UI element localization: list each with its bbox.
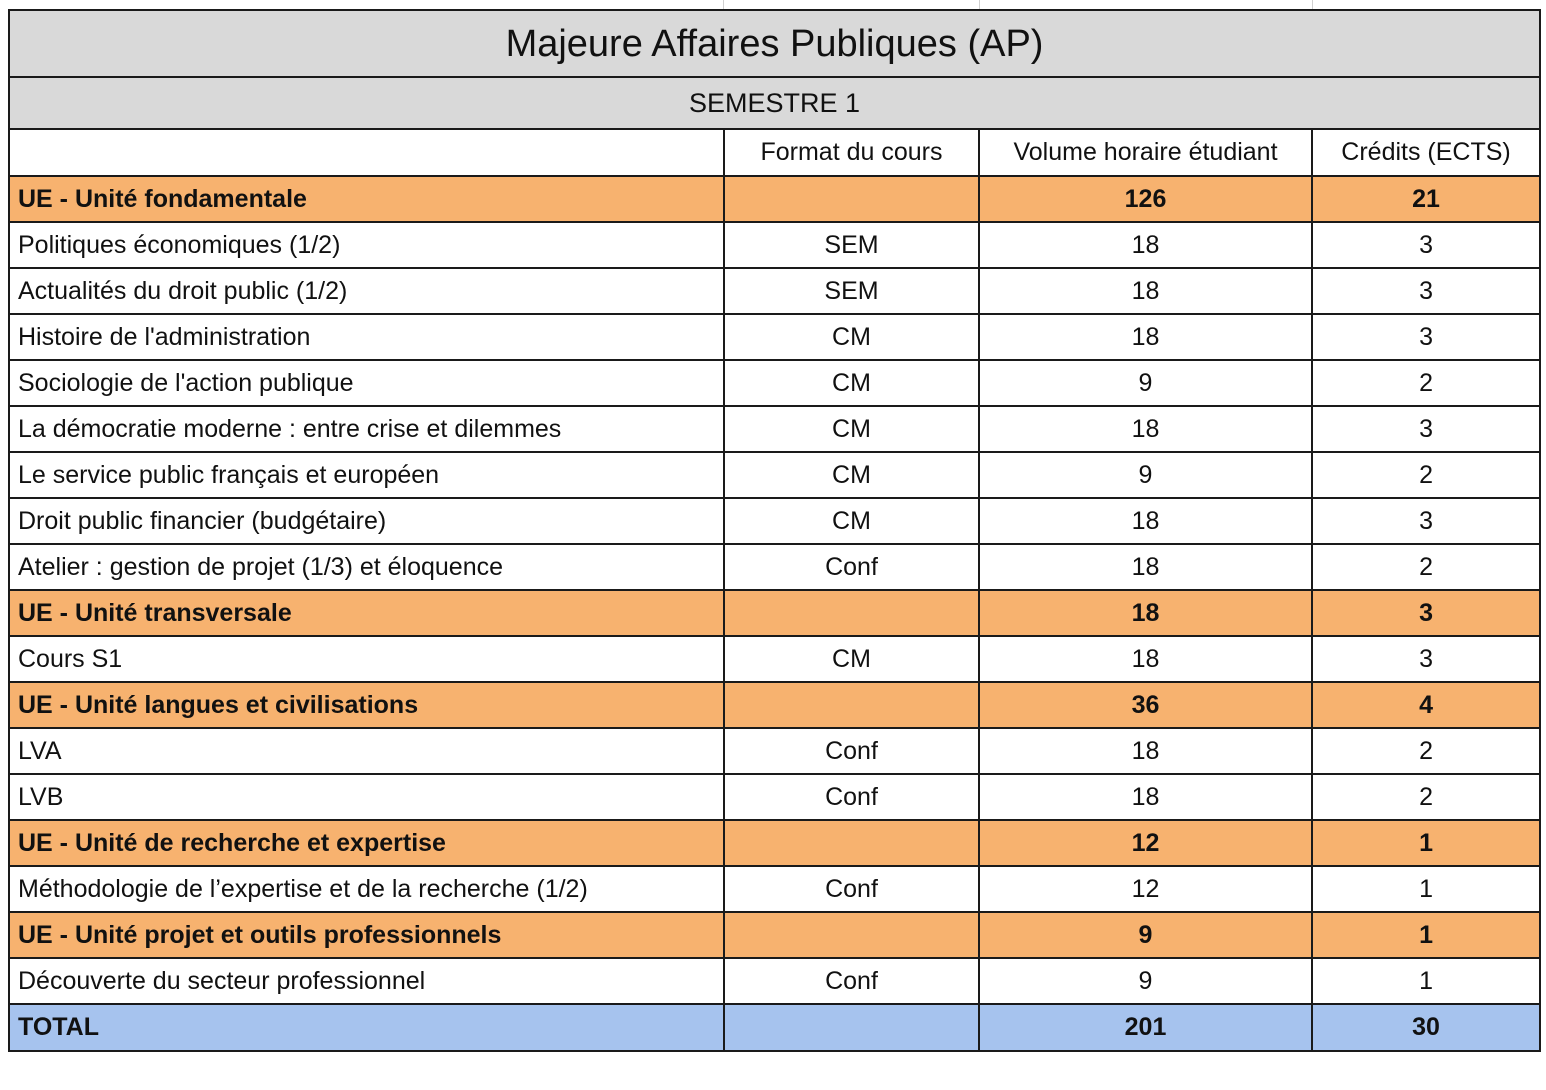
- course-credits-cell[interactable]: 1: [1312, 866, 1540, 912]
- course-name-cell[interactable]: UE - Unité fondamentale: [9, 176, 724, 222]
- course-credits-cell[interactable]: 1: [1312, 912, 1540, 958]
- course-credits-cell[interactable]: 1: [1312, 820, 1540, 866]
- course-volume-cell[interactable]: 18: [979, 590, 1312, 636]
- course-format-cell[interactable]: [724, 682, 979, 728]
- course-format-cell[interactable]: [724, 820, 979, 866]
- sheet-gridlines: [0, 0, 1546, 9]
- course-volume-cell[interactable]: 126: [979, 176, 1312, 222]
- course-row: [9, 498, 1540, 544]
- course-format-cell[interactable]: [724, 1004, 979, 1051]
- course-row: [9, 268, 1540, 314]
- column-header-row: [9, 129, 1540, 176]
- course-credits-cell[interactable]: 21: [1312, 176, 1540, 222]
- course-volume-cell[interactable]: 9: [979, 452, 1312, 498]
- course-name-cell[interactable]: Le service public français et européen: [9, 452, 724, 498]
- course-credits-cell[interactable]: 3: [1312, 314, 1540, 360]
- course-volume-cell[interactable]: 18: [979, 774, 1312, 820]
- course-format-cell[interactable]: CM: [724, 452, 979, 498]
- course-name-cell[interactable]: LVA: [9, 728, 724, 774]
- course-row: [9, 406, 1540, 452]
- course-format-cell[interactable]: CM: [724, 406, 979, 452]
- course-name-cell[interactable]: TOTAL: [9, 1004, 724, 1051]
- course-credits-cell[interactable]: 2: [1312, 774, 1540, 820]
- total-row: [9, 1004, 1540, 1051]
- course-name-cell[interactable]: Méthodologie de l’expertise et de la recherche (1/2): [9, 866, 724, 912]
- course-format-cell[interactable]: [724, 590, 979, 636]
- course-credits-cell[interactable]: 2: [1312, 360, 1540, 406]
- course-name-cell[interactable]: Droit public financier (budgétaire): [9, 498, 724, 544]
- curriculum-table: [8, 9, 1541, 1052]
- course-format-cell[interactable]: SEM: [724, 222, 979, 268]
- course-format-cell[interactable]: Conf: [724, 866, 979, 912]
- course-volume-cell[interactable]: 12: [979, 820, 1312, 866]
- ue-section-row: [9, 912, 1540, 958]
- course-row: [9, 314, 1540, 360]
- course-format-cell[interactable]: CM: [724, 636, 979, 682]
- ue-section-row: [9, 176, 1540, 222]
- course-format-cell[interactable]: [724, 912, 979, 958]
- course-format-cell[interactable]: Conf: [724, 958, 979, 1004]
- course-format-cell[interactable]: CM: [724, 360, 979, 406]
- ue-section-row: [9, 820, 1540, 866]
- ue-section-row: [9, 590, 1540, 636]
- course-format-cell[interactable]: Conf: [724, 774, 979, 820]
- course-name-cell[interactable]: Actualités du droit public (1/2): [9, 268, 724, 314]
- ue-section-row: [9, 682, 1540, 728]
- column-header-volume[interactable]: Volume horaire étudiant: [979, 129, 1312, 176]
- course-name-cell[interactable]: La démocratie moderne : entre crise et dilemmes: [9, 406, 724, 452]
- semester-row: [9, 77, 1540, 129]
- table-title[interactable]: Majeure Affaires Publiques (AP): [9, 10, 1540, 77]
- course-name-cell[interactable]: Histoire de l'administration: [9, 314, 724, 360]
- course-volume-cell[interactable]: 9: [979, 912, 1312, 958]
- course-row: [9, 544, 1540, 590]
- course-format-cell[interactable]: SEM: [724, 268, 979, 314]
- course-credits-cell[interactable]: 3: [1312, 498, 1540, 544]
- course-credits-cell[interactable]: 2: [1312, 544, 1540, 590]
- course-credits-cell[interactable]: 2: [1312, 452, 1540, 498]
- course-volume-cell[interactable]: 36: [979, 682, 1312, 728]
- course-credits-cell[interactable]: 3: [1312, 590, 1540, 636]
- course-row: [9, 222, 1540, 268]
- course-volume-cell[interactable]: 12: [979, 866, 1312, 912]
- course-credits-cell[interactable]: 30: [1312, 1004, 1540, 1051]
- course-volume-cell[interactable]: 201: [979, 1004, 1312, 1051]
- course-name-cell[interactable]: UE - Unité projet et outils professionnels: [9, 912, 724, 958]
- course-name-cell[interactable]: Cours S1: [9, 636, 724, 682]
- course-volume-cell[interactable]: 18: [979, 268, 1312, 314]
- course-volume-cell[interactable]: 9: [979, 958, 1312, 1004]
- course-format-cell[interactable]: [724, 176, 979, 222]
- column-header-credits[interactable]: Crédits (ECTS): [1312, 129, 1540, 176]
- course-credits-cell[interactable]: 3: [1312, 406, 1540, 452]
- course-name-cell[interactable]: UE - Unité langues et civilisations: [9, 682, 724, 728]
- course-credits-cell[interactable]: 3: [1312, 222, 1540, 268]
- course-credits-cell[interactable]: 3: [1312, 636, 1540, 682]
- course-volume-cell[interactable]: 9: [979, 360, 1312, 406]
- course-format-cell[interactable]: Conf: [724, 728, 979, 774]
- course-volume-cell[interactable]: 18: [979, 314, 1312, 360]
- course-row: [9, 728, 1540, 774]
- course-volume-cell[interactable]: 18: [979, 498, 1312, 544]
- column-header-format[interactable]: Format du cours: [724, 129, 979, 176]
- course-name-cell[interactable]: Sociologie de l'action publique: [9, 360, 724, 406]
- course-name-cell[interactable]: Politiques économiques (1/2): [9, 222, 724, 268]
- course-name-cell[interactable]: LVB: [9, 774, 724, 820]
- course-format-cell[interactable]: CM: [724, 498, 979, 544]
- course-format-cell[interactable]: CM: [724, 314, 979, 360]
- course-name-cell[interactable]: UE - Unité de recherche et expertise: [9, 820, 724, 866]
- course-name-cell[interactable]: Atelier : gestion de projet (1/3) et éloquence: [9, 544, 724, 590]
- course-credits-cell[interactable]: 2: [1312, 728, 1540, 774]
- column-header-name[interactable]: [9, 129, 724, 176]
- course-row: [9, 866, 1540, 912]
- course-row: [9, 636, 1540, 682]
- semester-label[interactable]: SEMESTRE 1: [9, 77, 1540, 129]
- course-volume-cell[interactable]: 18: [979, 406, 1312, 452]
- course-format-cell[interactable]: Conf: [724, 544, 979, 590]
- title-row: [9, 10, 1540, 77]
- course-name-cell[interactable]: Découverte du secteur professionnel: [9, 958, 724, 1004]
- course-credits-cell[interactable]: 1: [1312, 958, 1540, 1004]
- course-row: [9, 774, 1540, 820]
- course-row: [9, 452, 1540, 498]
- course-volume-cell[interactable]: 18: [979, 222, 1312, 268]
- course-credits-cell[interactable]: 4: [1312, 682, 1540, 728]
- course-row: [9, 958, 1540, 1004]
- course-name-cell[interactable]: UE - Unité transversale: [9, 590, 724, 636]
- course-credits-cell[interactable]: 3: [1312, 268, 1540, 314]
- course-volume-cell[interactable]: 18: [979, 728, 1312, 774]
- course-volume-cell[interactable]: 18: [979, 636, 1312, 682]
- course-row: [9, 360, 1540, 406]
- course-volume-cell[interactable]: 18: [979, 544, 1312, 590]
